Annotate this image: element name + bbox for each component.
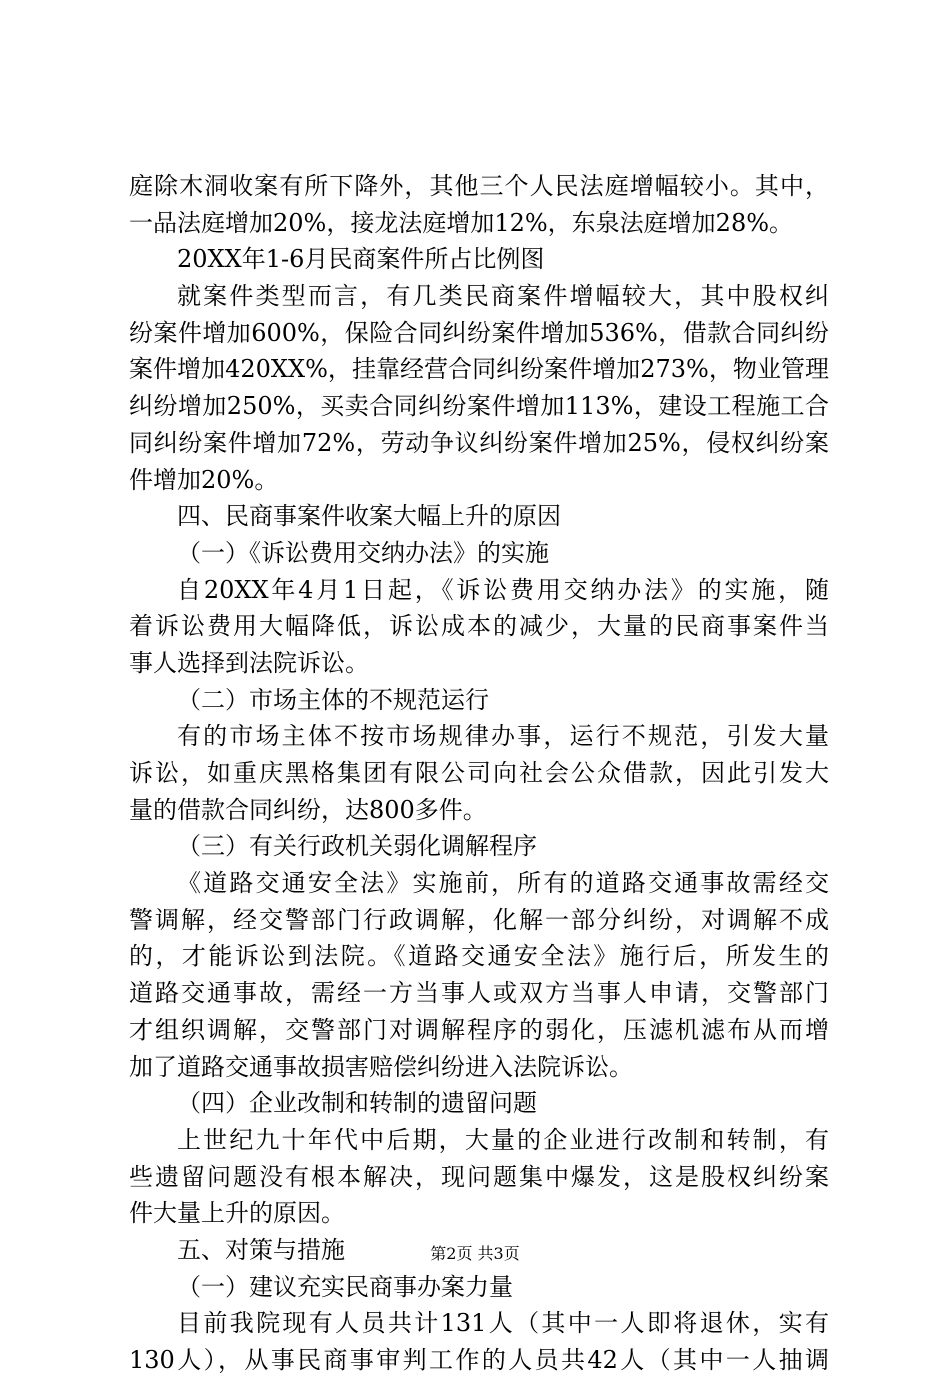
text-line: （三）有关行政机关弱化调解程序 bbox=[177, 832, 537, 861]
text-line: 量的借款合同纠纷，达800多件。 bbox=[129, 795, 487, 824]
text-line: 事人选择到法院诉讼。 bbox=[129, 648, 369, 677]
text-line: 的，才能诉讼到法院。《道路交通安全法》施行后，所发生的 bbox=[129, 942, 829, 971]
text-line: 才组织调解，交警部门对调解程序的弱化，压滤机滤布从而增 bbox=[129, 1015, 829, 1044]
text-line: 着诉讼费用大幅降低，诉讼成本的减少，大量的民商事案件当 bbox=[129, 612, 829, 641]
text-line: 案件增加420XX%，挂靠经营合同纠纷案件增加273%，物业管理 bbox=[129, 355, 829, 384]
text-line: 130人），从事民商事审判工作的人员共42人（其中一人抽调 bbox=[129, 1346, 829, 1374]
text-line: （二）市场主体的不规范运行 bbox=[177, 685, 489, 714]
text-line: 纠纷增加250%，买卖合同纠纷案件增加113%，建设工程施工合 bbox=[129, 392, 829, 421]
document-body bbox=[129, 168, 829, 1379]
text-line: 庭除木洞收案有所下降外，其他三个人民法庭增幅较小。其中， bbox=[129, 172, 829, 200]
text-line: 件大量上升的原因。 bbox=[129, 1199, 345, 1228]
text-line: 就案件类型而言，有几类民商案件增幅较大，其中股权纠 bbox=[177, 282, 829, 311]
text-line: 有的市场主体不按市场规律办事，运行不规范，引发大量 bbox=[177, 722, 829, 751]
text-line: 四、民商事案件收案大幅上升的原因 bbox=[177, 502, 561, 531]
text-line: 20XX年1-6月民商案件所占比例图 bbox=[177, 245, 545, 274]
text-line: 同纠纷案件增加72%，劳动争议纠纷案件增加25%，侵权纠纷案 bbox=[129, 428, 829, 457]
text-line: （一）建议充实民商事办案力量 bbox=[177, 1272, 513, 1301]
text-line: 纷案件增加600%，保险合同纠纷案件增加536%，借款合同纠纷 bbox=[129, 318, 829, 347]
text-line: 《道路交通安全法》实施前，所有的道路交通事故需经交 bbox=[177, 869, 829, 898]
page-footer: 第2页 共3页 bbox=[430, 1244, 520, 1263]
text-line: （四）企业改制和转制的遗留问题 bbox=[177, 1089, 537, 1118]
text-line: 诉讼，如重庆黑格集团有限公司向社会公众借款，因此引发大 bbox=[129, 759, 829, 787]
text-line: 上世纪九十年代中后期，大量的企业进行改制和转制，有 bbox=[177, 1125, 829, 1154]
text-line: 警调解，经交警部门行政调解，化解一部分纠纷，对调解不成 bbox=[129, 905, 829, 934]
text-line: 些遗留问题没有根本解决，现问题集中爆发，这是股权纠纷案 bbox=[129, 1162, 829, 1191]
text-line: 道路交通事故，需经一方当事人或双方当事人申请，交警部门 bbox=[129, 979, 829, 1008]
text-line: （一）《诉讼费用交纳办法》的实施 bbox=[177, 538, 549, 567]
text-line: 五、对策与措施 bbox=[177, 1235, 345, 1264]
text-line: 加了道路交通事故损害赔偿纠纷进入法院诉讼。 bbox=[129, 1052, 633, 1081]
text-line: 件增加20%。 bbox=[129, 465, 279, 494]
text-line: 自20XX年4月1日起，《诉讼费用交纳办法》的实施，随 bbox=[177, 575, 829, 604]
text-line: 目前我院现有人员共计131人（其中一人即将退休，实有 bbox=[177, 1309, 829, 1338]
text-line: 一品法庭增加20%，接龙法庭增加12%，东泉法庭增加28%。 bbox=[129, 208, 794, 237]
